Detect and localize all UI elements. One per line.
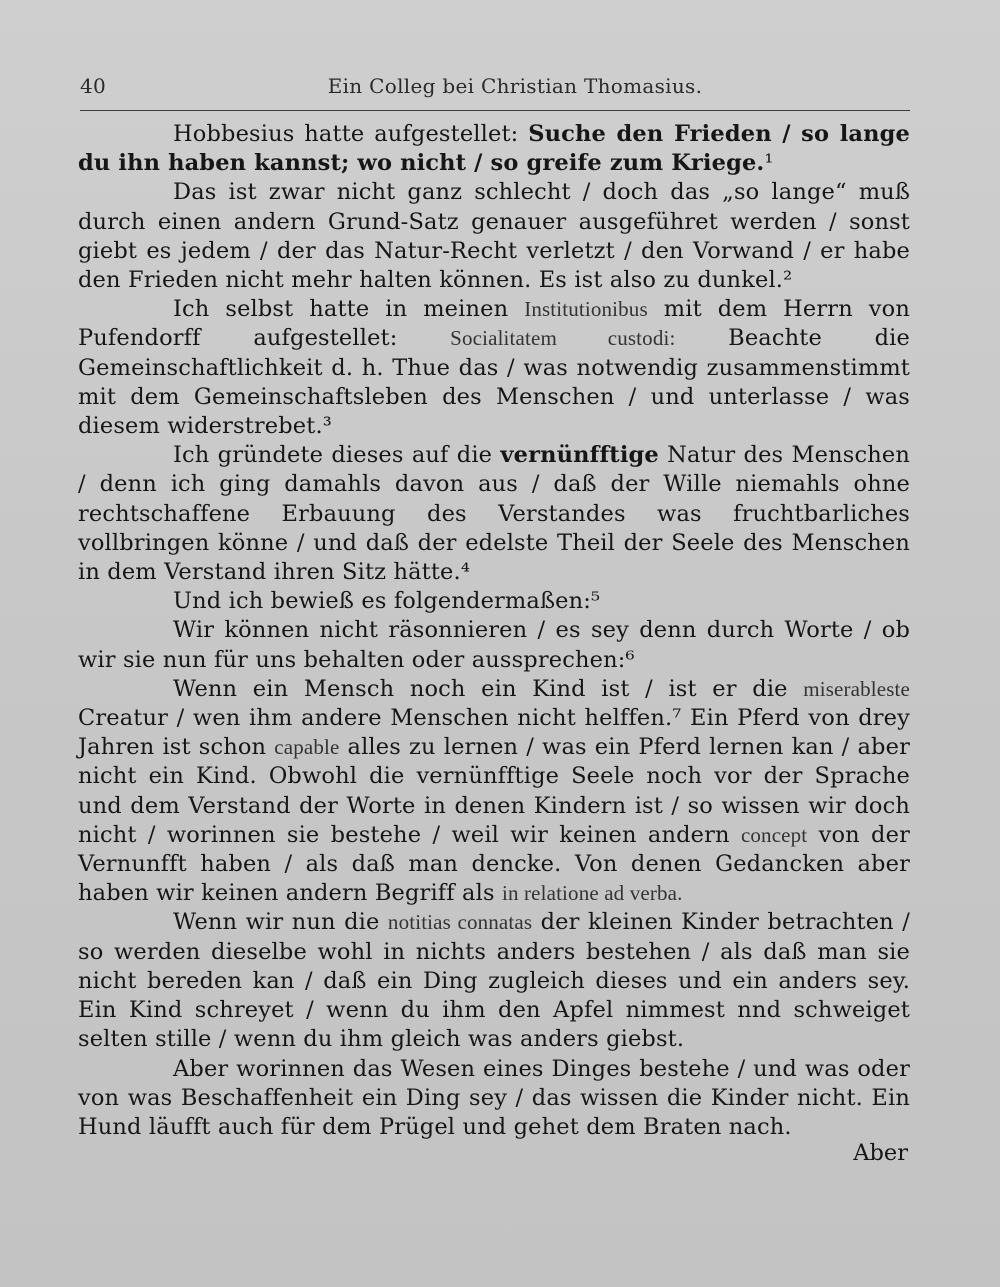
page-header [80,74,910,102]
body-text [78,120,910,1142]
latin-term: notitias connatas [387,910,533,935]
text-run: Hobbesius hatte aufgestellet: [173,121,529,147]
latin-term: Socialitatem custodi: [450,326,676,351]
text-run: mit dem Herrn von Pufendorff aufgestellet: [78,296,910,352]
paragraph [78,120,910,178]
text-run: alles zu lernen / was ein Pferd lernen kan / aber nicht ein Kind. Obwohl die vernünfftige Seele noch vor der Sprache und dem Verstand der Worte in denen Kindern ist / so wissen wir doch nicht / worinnen sie bestehe / weil wir keinen andern [78,734,910,848]
paragraph [78,587,910,616]
text-run: von der Vernunfft haben / als daß man dencke. Von denen Gedancken aber haben wir keinen andern Begriff als [78,821,910,907]
latin-term: concept [740,822,808,847]
text-run: der kleinen Kinder betrachten / so werden dieselbe wohl in nichts anders bestehen / als daß man sie nicht bereden kan / daß ein Ding zugleich dieses und ein anders sey. Ein Kind schreyet / wenn du ihm den Apfel nimmest nnd schweiget selten stille / wenn du ihm gleich was anders giebst. [78,909,910,1053]
text-run: Wenn wir nun die [173,909,388,936]
latin-term: miserableste [803,676,910,701]
text-run: Creatur / wen ihm andere Menschen nicht helffen.⁷ Ein Pferd von drey Jahren ist schon [78,705,910,761]
paragraph [78,616,910,674]
paragraph [78,295,910,441]
text-run: Ich gründete dieses auf die [173,442,501,469]
text-run: Das ist zwar nicht ganz schlecht / doch das „so lange“ muß durch einen andern Grund-Satz genauer ausgeführet werden / sonst giebt es jedem / der das Natur-Recht verletzt / den Vorwand / er habe den Frieden nicht mehr halten können. Es ist also zu dunkel.² [78,179,910,294]
text-run: Ich selbst hatte in meinen [173,296,525,323]
header-rule [80,110,910,111]
text-run: Und ich bewieß es folgendermaßen:⁵ [173,588,601,615]
running-title: Ein Colleg bei Christian Thomasius. [327,74,703,98]
text-run: ¹ [764,150,774,177]
latin-term: in relatione ad verba. [501,881,683,906]
emphasized-text: Suche den Frieden / so lange du ihn haben kannst; wo nicht / so greife zum Kriege. [78,121,911,177]
emphasized-text: vernünfftige [500,442,659,469]
latin-term: Institutionibus [524,297,648,322]
text-run: Wir können nicht räsonnieren / es sey denn durch Worte / ob wir sie nun für uns behalten oder aussprechen:⁶ [78,617,910,673]
text-run: Wenn ein Mensch noch ein Kind ist / ist er die [173,675,804,702]
paragraph [78,675,910,909]
paragraph [78,1055,910,1143]
paragraph [78,178,910,295]
text-run: Natur des Menschen / denn ich ging damahls davon aus / daß der Wille niemahls ohne rechtschaffene Erbauung des Verstandes was fruchtbarliches vollbringen könne / und daß der edelste Theil der Seele des Menschen in dem Verstand ihren Sitz hätte.⁴ [78,442,910,586]
text-run: Aber worinnen das Wesen eines Dinges bestehe / und was oder von was Beschaffenheit ein Ding sey / das wissen die Kinder nicht. Ein Hund läufft auch für dem Prügel und gehet dem Braten nach. [78,1055,910,1140]
paragraph [78,441,910,587]
catchword: Aber [853,1140,908,1166]
text-run: Beachte die Gemeinschaftlichkeit d. h. Thue das / was notwendig zusammenstimmt mit dem Gemeinschaftsleben des Menschen / und unterlasse / was diesem widerstrebet.³ [78,325,910,440]
latin-term: capable [274,735,340,760]
paragraph [78,908,910,1054]
page-number: 40 [80,74,107,98]
